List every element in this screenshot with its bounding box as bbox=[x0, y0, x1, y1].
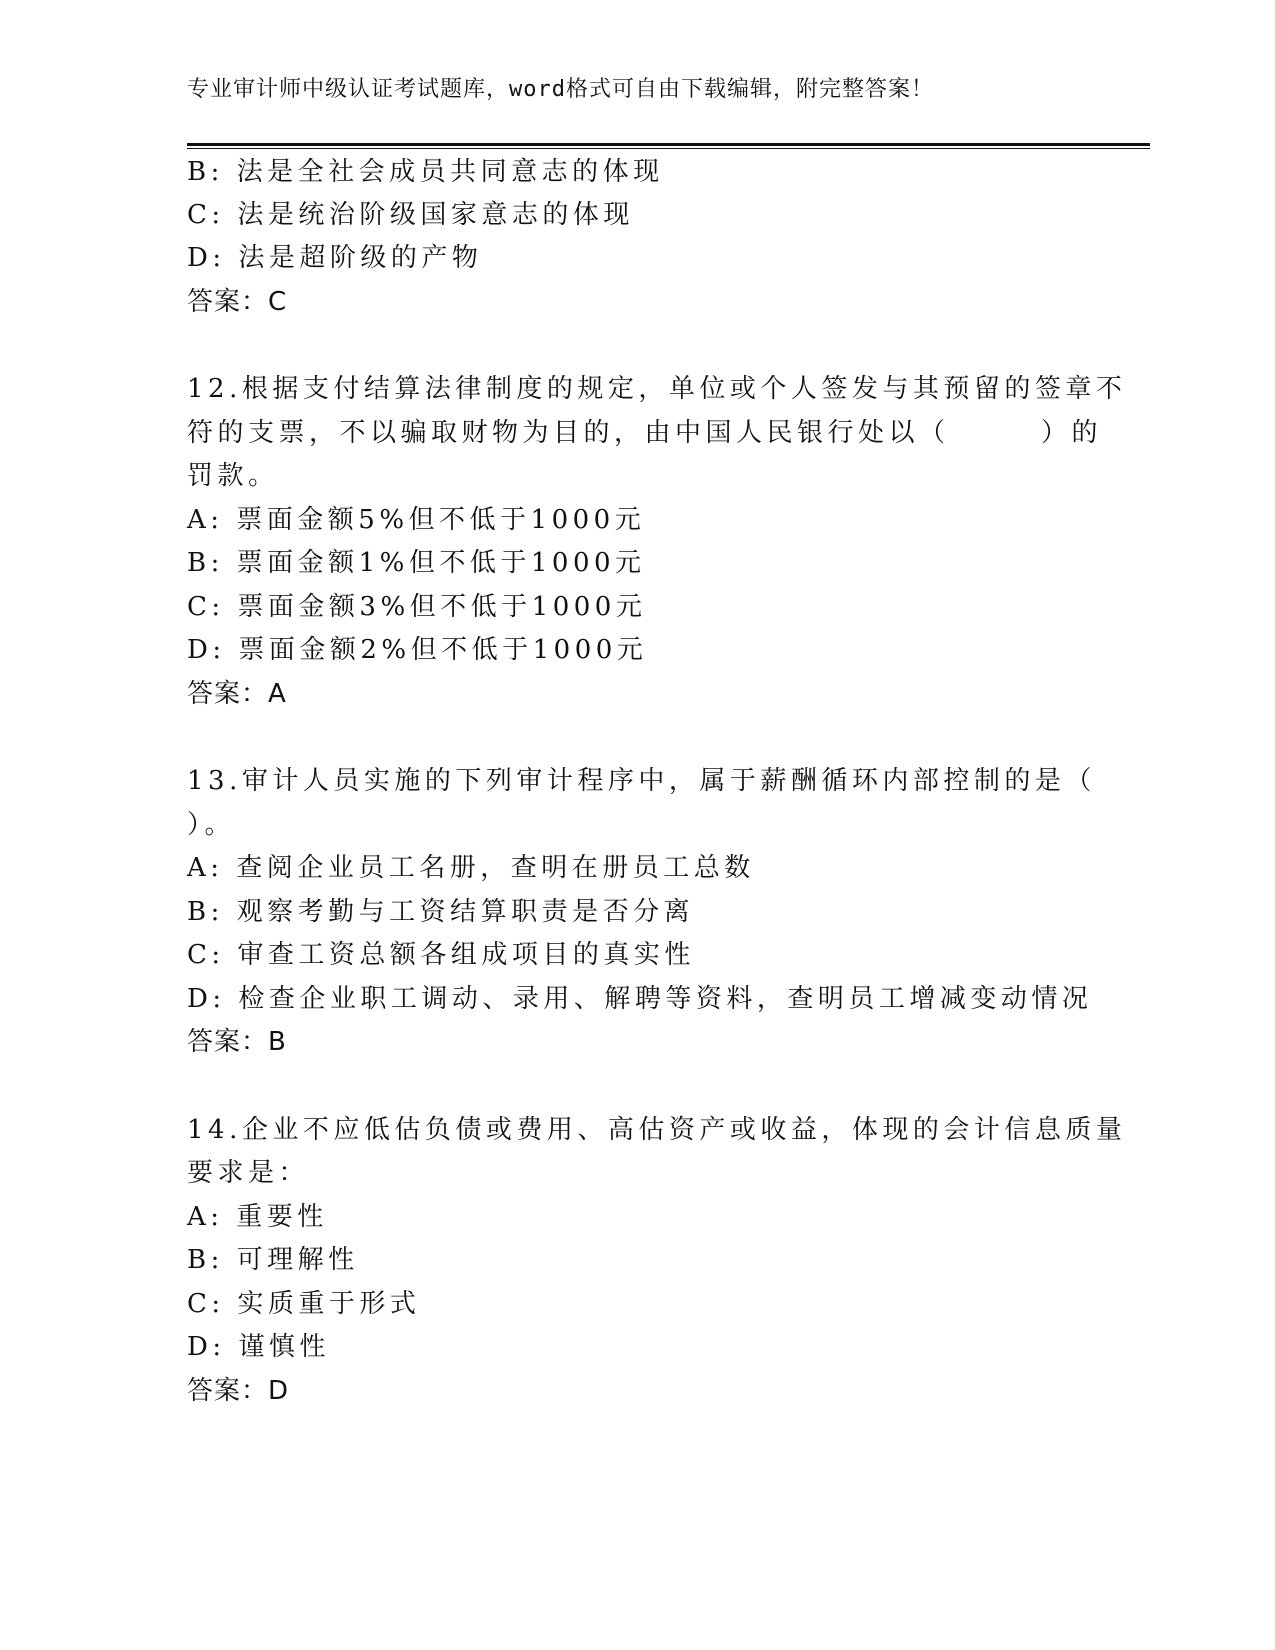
q11-option-b: B: 法是全社会成员共同意志的体现 bbox=[187, 157, 664, 187]
q14-option-b: B: 可理解性 bbox=[187, 1245, 359, 1275]
q13-option-a: A: 查阅企业员工名册，查明在册员工总数 bbox=[187, 853, 755, 883]
header-divider-thin bbox=[187, 148, 1150, 149]
q12-option-a: A: 票面金额5%但不低于1000元 bbox=[187, 505, 646, 535]
q14-stem-line1: 14.企业不应低估负债或费用、高估资产或收益，体现的会计信息质量 bbox=[187, 1115, 1127, 1145]
q13-option-b: B: 观察考勤与工资结算职责是否分离 bbox=[187, 897, 695, 927]
q13-answer: 答案：B bbox=[187, 1027, 287, 1057]
q14-option-a: A: 重要性 bbox=[187, 1202, 328, 1232]
q12-option-d: D: 票面金额2%但不低于1000元 bbox=[187, 635, 648, 665]
page-header: 专业审计师中级认证考试题库，word格式可自由下载编辑，附完整答案！ bbox=[187, 77, 934, 102]
q12-option-c: C: 票面金额3%但不低于1000元 bbox=[187, 592, 647, 622]
q11-option-c: C: 法是统治阶级国家意志的体现 bbox=[187, 200, 634, 230]
q12-stem-line1: 12.根据支付结算法律制度的规定，单位或个人签发与其预留的签章不 bbox=[187, 374, 1127, 404]
q13-option-c: C: 审查工资总额各组成项目的真实性 bbox=[187, 940, 695, 970]
header-divider-thick bbox=[187, 143, 1150, 146]
q13-option-d: D: 检查企业职工调动、录用、解聘等资料，查明员工增减变动情况 bbox=[187, 984, 1093, 1014]
q11-answer: 答案：C bbox=[187, 287, 288, 317]
q14-option-c: C: 实质重于形式 bbox=[187, 1289, 421, 1319]
q11-option-d: D: 法是超阶级的产物 bbox=[187, 243, 483, 273]
q13-stem-line1: 13.审计人员实施的下列审计程序中，属于薪酬循环内部控制的是（ bbox=[187, 766, 1096, 796]
q13-stem-line2: ）。 bbox=[187, 810, 236, 840]
q14-option-d: D: 谨慎性 bbox=[187, 1332, 330, 1362]
q14-answer: 答案：D bbox=[187, 1376, 290, 1406]
header-divider bbox=[187, 143, 1150, 150]
q12-answer: 答案：A bbox=[187, 679, 287, 709]
q12-stem-line3: 罚款。 bbox=[187, 461, 279, 491]
q14-stem-line2: 要求是： bbox=[187, 1158, 310, 1188]
q12-stem-line2: 符的支票，不以骗取财物为目的，由中国人民银行处以（ ）的 bbox=[187, 418, 1103, 448]
q12-option-b: B: 票面金额1%但不低于1000元 bbox=[187, 548, 646, 578]
